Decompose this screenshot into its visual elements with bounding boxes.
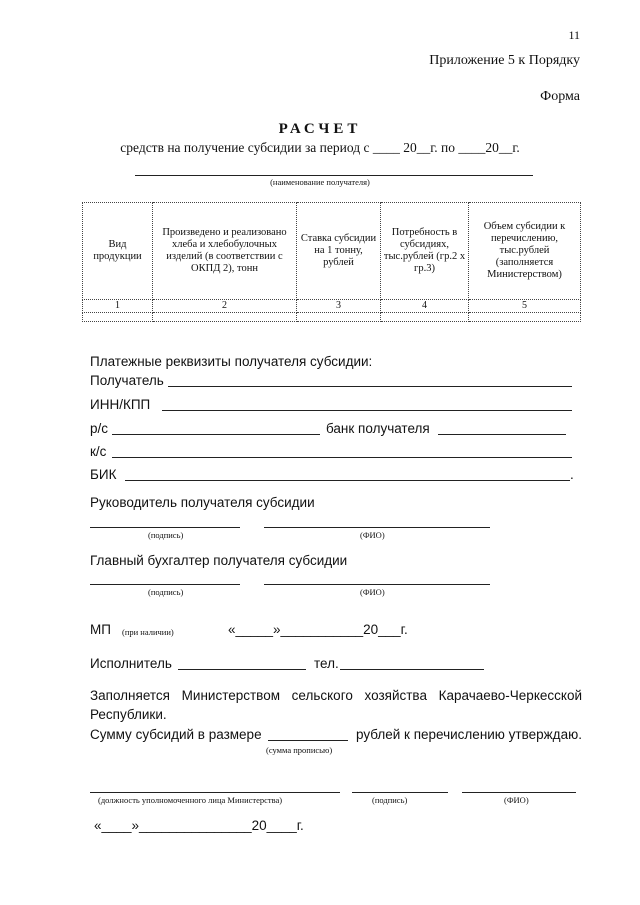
ministry-sign-caption: (подпись) xyxy=(372,795,408,805)
document-title: РАСЧЕТ xyxy=(278,121,362,137)
approve-after: рублей к перечислению утверждаю. xyxy=(356,727,582,742)
header-transfer-volume: Объем субсидии к перечислению, тыс.рублей (заполняется Министерством) xyxy=(469,203,581,300)
document-subtitle: средств на получение субсидии за период с ____ 20__г. по ____20__г. xyxy=(120,140,520,155)
mp-note: (при наличии) xyxy=(122,627,174,637)
position-caption: (должность уполномоченного лица Министерства) xyxy=(98,795,283,805)
table-number-row xyxy=(83,300,581,313)
form-label: Форма xyxy=(540,89,580,104)
bik-field[interactable] xyxy=(125,480,570,481)
recipient-caption: (наименование получателя) xyxy=(270,177,370,187)
approve-before: Сумму субсидий в размере xyxy=(90,727,262,742)
table-row[interactable] xyxy=(83,313,581,322)
head-signature-field[interactable] xyxy=(90,527,240,528)
inn-field[interactable] xyxy=(162,410,572,411)
executor-label: Исполнитель xyxy=(90,656,172,671)
tel-field[interactable] xyxy=(340,669,484,670)
ministry-signature-field[interactable] xyxy=(352,792,448,793)
bank-field[interactable] xyxy=(438,434,566,435)
bik-label: БИК xyxy=(90,467,117,482)
date-field[interactable]: «_____»___________20___г. xyxy=(228,622,408,637)
recipient-field[interactable] xyxy=(168,386,572,387)
col-number: 3 xyxy=(297,300,381,313)
col-number: 4 xyxy=(381,300,469,313)
header-need: Потребность в субсидиях, тыс.рублей (гр.2 х гр.3) xyxy=(381,203,469,300)
amount-caption: (сумма прописью) xyxy=(266,745,333,755)
table-cell[interactable] xyxy=(153,313,297,322)
recipient-name-line[interactable] xyxy=(135,175,533,176)
table-cell[interactable] xyxy=(297,313,381,322)
mp-label: МП xyxy=(90,622,111,637)
ks-label: к/с xyxy=(90,444,107,459)
header-produced-tonnes: Произведено и реализовано хлеба и хлебобулочных изделий (в соответствии с ОКПД 2), тонн xyxy=(153,203,297,300)
table-cell[interactable] xyxy=(469,313,581,322)
position-field[interactable] xyxy=(90,792,340,793)
col-number: 5 xyxy=(469,300,581,313)
payment-heading: Платежные реквизиты получателя субсидии: xyxy=(90,354,373,369)
col-number: 2 xyxy=(153,300,297,313)
ministry-text: Заполняется Министерством сельского хозяйства Карачаево-Черкесской Республики. xyxy=(90,688,582,722)
rs-field[interactable] xyxy=(112,434,320,435)
ministry-fio-caption: (ФИО) xyxy=(504,795,529,805)
head-label: Руководитель получателя субсидии xyxy=(90,495,315,510)
header-product-type: Вид продукции xyxy=(83,203,153,300)
bank-label: банк получателя xyxy=(326,421,430,436)
head-fio-field[interactable] xyxy=(264,527,490,528)
inn-label: ИНН/КПП xyxy=(90,397,151,412)
accountant-fio-caption: (ФИО) xyxy=(360,587,385,597)
header-rate-per-tonne: Ставка субсидии на 1 тонну, рублей xyxy=(297,203,381,300)
calculation-table xyxy=(82,202,581,322)
rs-label: р/с xyxy=(90,421,109,436)
head-fio-caption: (ФИО) xyxy=(360,530,385,540)
executor-field[interactable] xyxy=(178,669,306,670)
ministry-fio-field[interactable] xyxy=(462,792,576,793)
page-number: 11 xyxy=(568,28,580,42)
table-header-row xyxy=(83,203,581,300)
accountant-signature-field[interactable] xyxy=(90,584,240,585)
accountant-fio-field[interactable] xyxy=(264,584,490,585)
col-number: 1 xyxy=(83,300,153,313)
tel-label: тел. xyxy=(314,656,339,671)
table-cell[interactable] xyxy=(381,313,469,322)
bik-end: . xyxy=(570,467,574,482)
recipient-label: Получатель xyxy=(90,373,164,388)
accountant-label: Главный бухгалтер получателя субсидии xyxy=(90,553,348,568)
ks-field[interactable] xyxy=(112,457,572,458)
appendix-label: Приложение 5 к Порядку xyxy=(429,53,580,68)
amount-field[interactable] xyxy=(268,740,348,741)
ministry-date-field[interactable]: «____»_______________20____г. xyxy=(94,818,304,833)
accountant-sign-caption: (подпись) xyxy=(148,587,184,597)
table-cell[interactable] xyxy=(83,313,153,322)
head-sign-caption: (подпись) xyxy=(148,530,184,540)
